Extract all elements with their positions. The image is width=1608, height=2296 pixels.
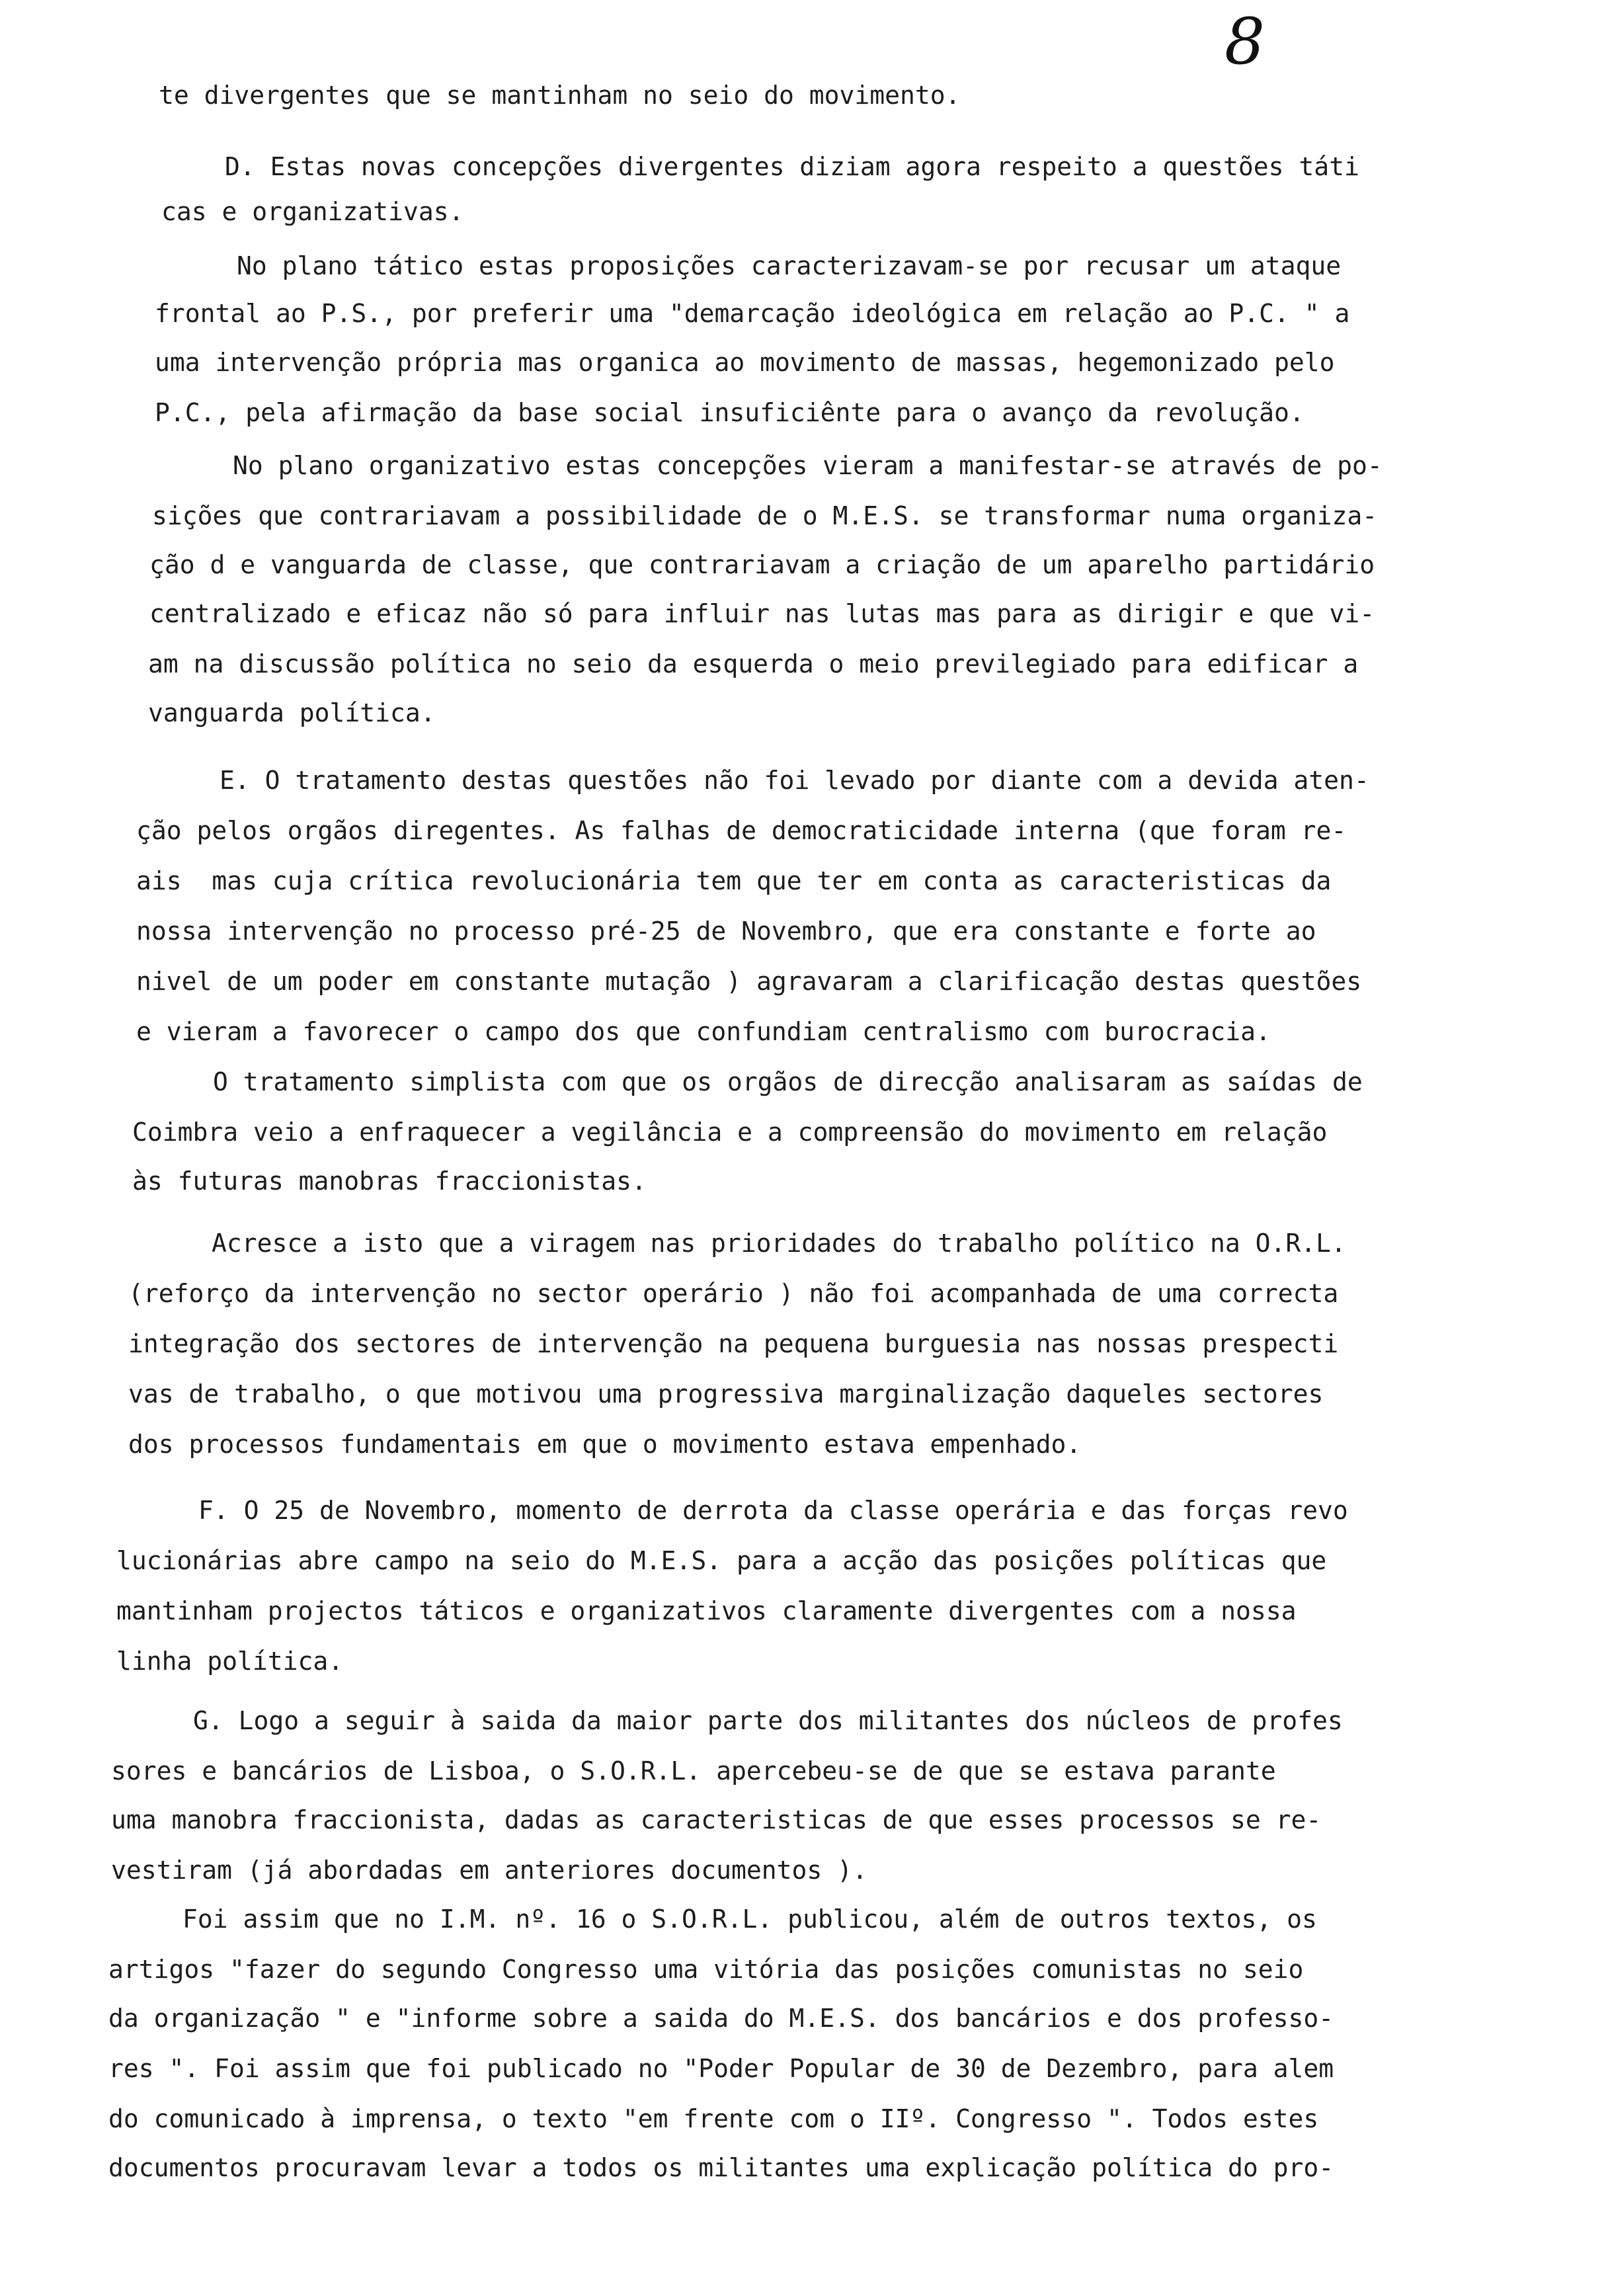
text-line: uma manobra fraccionista, dadas as caracteristicas de que esses processos se re- — [111, 1805, 1322, 1834]
text-line: ção d e vanguarda de classe, que contrariavam a criação de um aparelho partidário — [149, 550, 1375, 579]
text-line: nossa intervenção no processo pré-25 de Novembro, que era constante e forte ao — [136, 917, 1316, 946]
text-line: sições que contrariavam a possibilidade de o M.E.S. se transformar numa organiza- — [152, 501, 1378, 530]
text-line: ais mas cuja crítica revolucionária tem que ter em conta as caracteristicas da — [136, 866, 1332, 895]
text-line: artigos "fazer do segundo Congresso uma vitória das posições comunistas no seio — [108, 1955, 1304, 1984]
text-line: centralizado e eficaz não só para influir nas lutas mas para as dirigir e que vi- — [149, 599, 1375, 628]
text-line: Acresce a isto que a viragem nas prioridades do trabalho político na O.R.L. — [212, 1229, 1346, 1258]
text-line: e vieram a favorecer o campo dos que confundiam centralismo com burocracia. — [136, 1017, 1271, 1046]
text-line: frontal ao P.S., por preferir uma "demarcação ideológica em relação ao P.C. " a — [155, 299, 1350, 328]
text-line: Coimbra veio a enfraquecer a vegilância e a compreensão do movimento em relação — [132, 1118, 1328, 1147]
text-line: nivel de um poder em constante mutação ) agravaram a clarificação destas questões — [136, 967, 1362, 996]
text-line: ção pelos orgãos diregentes. As falhas de democraticidade interna (que foram re- — [136, 816, 1347, 845]
text-line: documentos procuravam levar a todos os militantes uma explicação política do pro- — [108, 2153, 1334, 2182]
text-line: lucionárias abre campo na seio do M.E.S. para a acção das posições políticas que — [116, 1546, 1327, 1575]
text-line: mantinham projectos táticos e organizativos claramente divergentes com a nossa — [116, 1596, 1297, 1625]
text-line: vas de trabalho, o que motivou uma progressiva marginalização daqueles sectores — [128, 1379, 1324, 1409]
text-line: No plano organizativo estas concepções vieram a manifestar-se através de po- — [233, 451, 1383, 480]
text-line: do comunicado à imprensa, o texto "em frente com o IIº. Congresso ". Todos estes — [108, 2104, 1319, 2133]
text-line: G. Logo a seguir à saida da maior parte dos militantes dos núcleos de profes — [193, 1706, 1343, 1735]
text-line: integração dos sectores de intervenção na pequena burguesia nas nossas prespecti — [128, 1329, 1339, 1358]
text-line: da organização " e "informe sobre a saida do M.E.S. dos bancários e dos professo- — [108, 2004, 1334, 2033]
text-line: E. O tratamento destas questões não foi levado por diante com a devida aten- — [220, 766, 1369, 795]
text-line: D. Estas novas concepções divergentes diziam agora respeito a questões táti — [225, 152, 1359, 181]
page-number: 8 — [1225, 5, 1266, 79]
text-line: cas e organizativas. — [161, 197, 464, 226]
text-line: sores e bancários de Lisboa, o S.O.R.L. apercebeu-se de que se estava parante — [111, 1756, 1276, 1785]
text-line: F. O 25 de Novembro, momento de derrota da classe operária e das forças revo — [198, 1496, 1348, 1525]
text-line: dos processos fundamentais em que o movimento estava empenhado. — [128, 1430, 1082, 1459]
text-line: O tratamento simplista com que os orgãos de direcção analisaram as saídas de — [213, 1067, 1363, 1096]
text-line: linha política. — [116, 1647, 344, 1676]
text-line: uma intervenção própria mas organica ao movimento de massas, hegemonizado pelo — [155, 348, 1335, 377]
text-line: No plano tático estas proposições caracterizavam-se por recusar um ataque — [237, 251, 1342, 280]
text-line: vestiram (já abordadas em anteriores documentos ). — [111, 1856, 867, 1885]
text-line: te divergentes que se mantinham no seio do movimento. — [159, 81, 961, 110]
text-line: P.C., pela afirmação da base social insuficiênte para o avanço da revolução. — [155, 398, 1305, 427]
text-line: (reforço da intervenção no sector operário ) não foi acompanhada de uma correcta — [128, 1279, 1339, 1308]
text-line: às futuras manobras fraccionistas. — [132, 1167, 647, 1196]
text-line: res ". Foi assim que foi publicado no "Poder Popular de 30 de Dezembro, para alem — [108, 2054, 1334, 2083]
text-line: vanguarda política. — [148, 698, 436, 727]
text-line: am na discussão política no seio da esquerda o meio previlegiado para edificar a — [148, 649, 1359, 678]
text-line: Foi assim que no I.M. nº. 16 o S.O.R.L. publicou, além de outros textos, os — [182, 1905, 1317, 1934]
